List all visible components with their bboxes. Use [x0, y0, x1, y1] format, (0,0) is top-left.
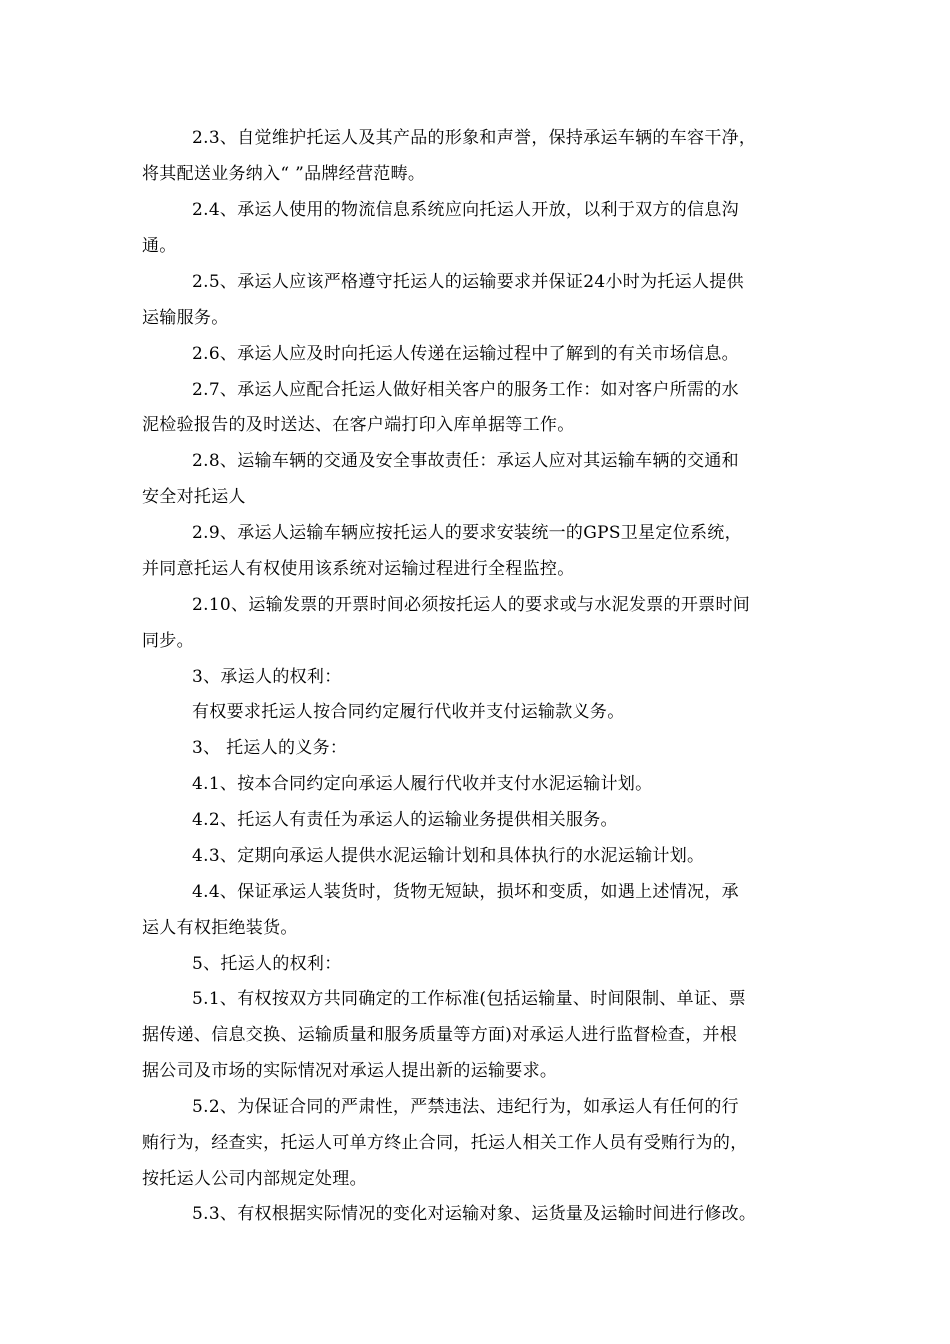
- text-line: 据传递、信息交换、运输质量和服务质量等方面)对承运人进行监督检查，并根: [142, 1025, 738, 1045]
- text-line: 5.1、有权按双方共同确定的工作标准(包括运输量、时间限制、单证、票: [192, 989, 746, 1009]
- text-line: 有权要求托运人按合同约定履行代收并支付运输款义务。: [192, 702, 625, 722]
- text-line: 2.3、自觉维护托运人及其产品的形象和声誉，保持承运车辆的车容干净，: [192, 128, 757, 148]
- text-line: 运人有权拒绝装货。: [142, 918, 298, 938]
- text-line: 贿行为，经查实，托运人可单方终止合同，托运人相关工作人员有受贿行为的，: [142, 1133, 748, 1153]
- text-line: 运输服务。: [142, 308, 229, 328]
- text-line: 2.5、承运人应该严格遵守托运人的运输要求并保证24小时为托运人提供: [192, 272, 744, 292]
- text-line: 据公司及市场的实际情况对承运人提出新的运输要求。: [142, 1061, 558, 1081]
- text-line: 4.4、保证承运人装货时，货物无短缺，损坏和变质，如遇上述情况，承: [192, 882, 739, 902]
- text-line: 同步。: [142, 631, 194, 651]
- text-line: 2.6、承运人应及时向托运人传递在运输过程中了解到的有关市场信息。: [192, 344, 739, 364]
- text-line: 2.10、运输发票的开票时间必须按托运人的要求或与水泥发票的开票时间: [192, 595, 751, 615]
- text-line: 2.8、运输车辆的交通及安全事故责任：承运人应对其运输车辆的交通和: [192, 451, 739, 471]
- text-line: 按托运人公司内部规定处理。: [142, 1169, 367, 1189]
- text-line: 4.2、托运人有责任为承运人的运输业务提供相关服务。: [192, 810, 618, 830]
- text-line: 3、 托运人的义务：: [192, 738, 348, 758]
- text-line: 2.9、承运人运输车辆应按托运人的要求安装统一的GPS卫星定位系统，: [192, 523, 742, 543]
- text-line: 5、托运人的权利：: [192, 954, 342, 974]
- text-line: 并同意托运人有权使用该系统对运输过程进行全程监控。: [142, 559, 575, 579]
- text-line: 2.4、承运人使用的物流信息系统应向托运人开放，以利于双方的信息沟: [192, 200, 739, 220]
- text-line: 2.7、承运人应配合托运人做好相关客户的服务工作：如对客户所需的水: [192, 380, 739, 400]
- text-line: 通。: [142, 236, 177, 256]
- text-line: 3、承运人的权利：: [192, 667, 342, 687]
- text-line: 5.3、有权根据实际情况的变化对运输对象、运货量及运输时间进行修改。: [192, 1204, 757, 1224]
- text-line: 4.3、定期向承运人提供水泥运输计划和具体执行的水泥运输计划。: [192, 846, 705, 866]
- text-line: 5.2、为保证合同的严肃性，严禁违法、违纪行为，如承运人有任何的行: [192, 1097, 739, 1117]
- text-line: 将其配送业务纳入“ ”品牌经营范畴。: [142, 164, 426, 184]
- text-line: 泥检验报告的及时送达、在客户端打印入库单据等工作。: [142, 415, 575, 435]
- text-line: 4.1、按本合同约定向承运人履行代收并支付水泥运输计划。: [192, 774, 653, 794]
- text-line: 安全对托运人: [142, 487, 246, 507]
